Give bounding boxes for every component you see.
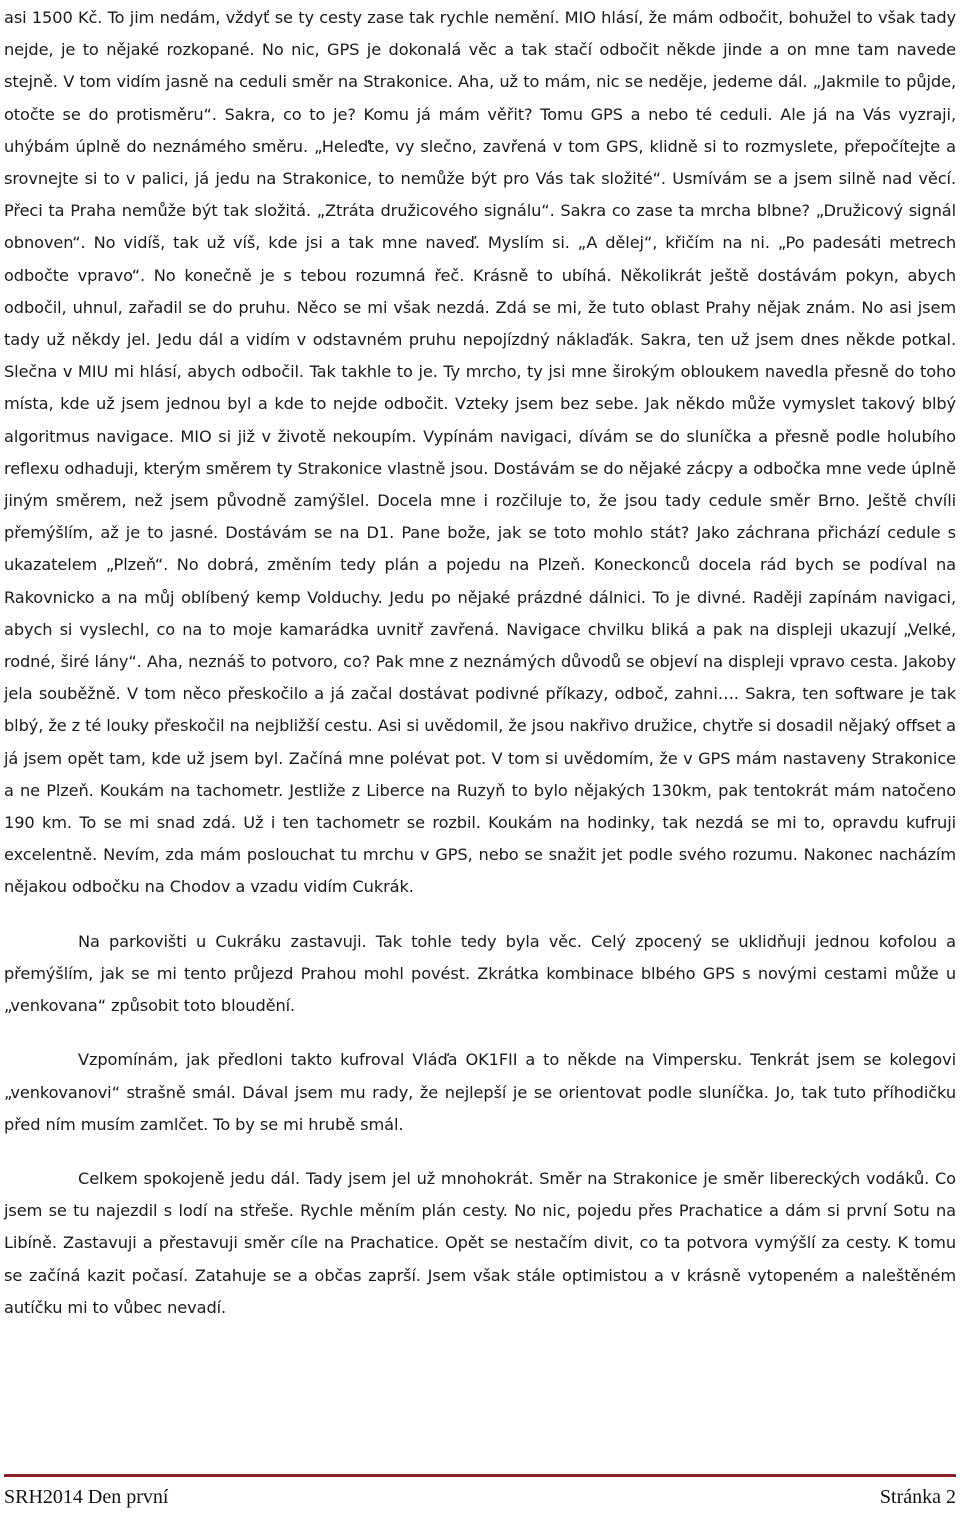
paragraph: asi 1500 Kč. To jim nedám, vždyť se ty cesty zase tak rychle nemění. MIO hlásí, že mám odbočit, bohužel to však tady nejde, je to nějaké rozkopané. No nic, GPS je dokonalá věc a tak stačí odbočit někde jinde a on mne tam navede stejně. V tom vidím jasně na ceduli směr na Strakonice. Aha, už to mám, nic se neděje, jedeme dál. „Jakmile to půjde, otočte se do protisměru“. Sakra, co to je? Komu já mám věřit? Tomu GPS a nebo té ceduli. Ale já na Vás vyzraji, uhýbám úplně do neznámého směru. „Heleďte, vy slečno, zavřená v tom GPS, klidně si to rozmyslete, přepočítejte a srovnejte si to v palici, já jedu na Strakonice, to nemůže být pro Vás tak složité“. Usmívám se a jsem silně nad věcí. Přeci ta Praha nemůže být tak složitá. „Ztráta družicového signálu“. Sakra co zase ta mrcha blbne? „Družicový signál obnoven“. No vidíš, tak už víš, kde jsi a tak mne naveď. Myslím si. „A dělej“, křičím na ni. „Po padesáti metrech odbočte vpravo“. No konečně je s tebou rozumná řeč. Krásně to ubíhá. Několikrát ještě dostávám pokyn, abych odbočil, uhnul, zařadil se do pruhu. Něco se mi však nezdá. Zdá se mi, že tuto oblast Prahy nějak znám. No asi jsem tady už někdy jel. Jedu dál a vidím v odstavném pruhu nepojízdný náklaďák. Sakra, ten už jsem dnes někde potkal. Slečna v MIU mi hlásí, abych odbočil. Tak takhle to je. Ty mrcho, ty jsi mne širokým obloukem navedla přesně do toho místa, kde už jsem jednou byl a kde to nejde odbočit. Vzteky jsem bez sebe. Jak někdo může vymyslet takový blbý algoritmus navigace. MIO si již v životě nekoupím. Vypínám navigaci, dívám se do sluníčka a přesně podle holubího reflexu odhaduji, kterým směrem ty Strakonice vlastně jsou. Dostávám se do nějaké zácpy a odbočka mne vede úplně jiným směrem, než jsem původně zamýšlel. Docela mne i rozčiluje to, že jsou tady cedule směr Brno. Ještě chvíli přemýšlím, až je to jasné. Dostávám se na D1. Pane bože, jak se toto mohlo stát? Jako záchrana přichází cedule s ukazatelem „Plzeň“. No dobrá, změním tedy plán a pojedu na Plzeň. Koneckonců docela rád bych se podíval na Rakovnicko a na můj oblíbený kemp Volduchy. Jedu po nějaké prázdné dálnici. To je divné. Raději zapínám navigaci, abych si vyslechl, co na to moje kamarádka uvnitř zavřená. Navigace chvilku bliká a pak na displeji ukazují „Velké, rodné, širé lány“. Aha, neznáš to potvoro, co? Pak mne z neznámých důvodů se objeví na displeji vpravo cesta. Jakoby jela souběžně. V tom něco přeskočilo a já začal dostávat podivné příkazy, odboč, zahni…. Sakra, ten software je tak blbý, že z té louky přeskočil na nejbližší cestu. Asi si uvědomil, že jsou nakřivo družice, chytře si dosadil nějaký offset a já jsem opět tam, kde už jsem byl. Začíná mne polévat pot. V tom si uvědomím, že v GPS mám nastaveny Strakonice a ne Plzeň. Koukám na tachometr. Jestliže z Liberce na Ruzyň to bylo nějakých 130km, pak tentokrát mám natočeno 190 km. To se mi snad zdá. Už i ten tachometr se rozbil. Koukám na hodinky, tak nezdá se mi to, opravdu kufruji excelentně. Nevím, zda mám poslouchat tu mrchu v GPS, nebo se snažit jet podle svého rozumu. Nakonec nacházím nějakou odbočku na Chodov a vzadu vidím Cukrák.	[4, 8, 956, 897]
footer-document-title: SRH2014 Den první	[4, 1486, 169, 1508]
paragraph: Vzpomínám, jak předloni takto kufroval Vláďa OK1FII a to někde na Vimpersku. Tenkrát jsem se kolegovi „venkovanovi“ strašně smál. Dával jsem mu rady, že nejlepší je se orientovat podle sluníčka. Jo, tak tuto příhodičku před ním musím zamlčet. To by se mi hrubě smál.	[4, 1050, 956, 1134]
paragraph: Celkem spokojeně jedu dál. Tady jsem jel už mnohokrát. Směr na Strakonice je směr libereckých vodáků. Co jsem se tu najezdil s lodí na střeše. Rychle měním plán cesty. No nic, pojedu přes Prachatice a dám si první Sotu na Libíně. Zastavuji a přestavuji směr cíle na Prachatice. Opět se nestačím divit, co ta potvora vymýšlí za cesty. K tomu se začíná kazit počasí. Zatahuje se a občas zaprší. Jsem však stále optimistou a v krásně vytopeném a naleštěném autíčku mi to vůbec nevadí.	[4, 1168, 956, 1317]
paragraph: Na parkovišti u Cukráku zastavuji. Tak tohle tedy byla věc. Celý zpocený se uklidňuji jednou kofolou a přemýšlím, jak se mi tento průjezd Prahou mohl povést. Zkrátka kombinace blbého GPS s novými cestami může u „venkovana“ způsobit toto bloudění.	[4, 931, 956, 1016]
page-body	[4, 0, 956, 1324]
page-footer	[4, 1474, 956, 1509]
footer-page-number: Stránka 2	[879, 1486, 956, 1508]
